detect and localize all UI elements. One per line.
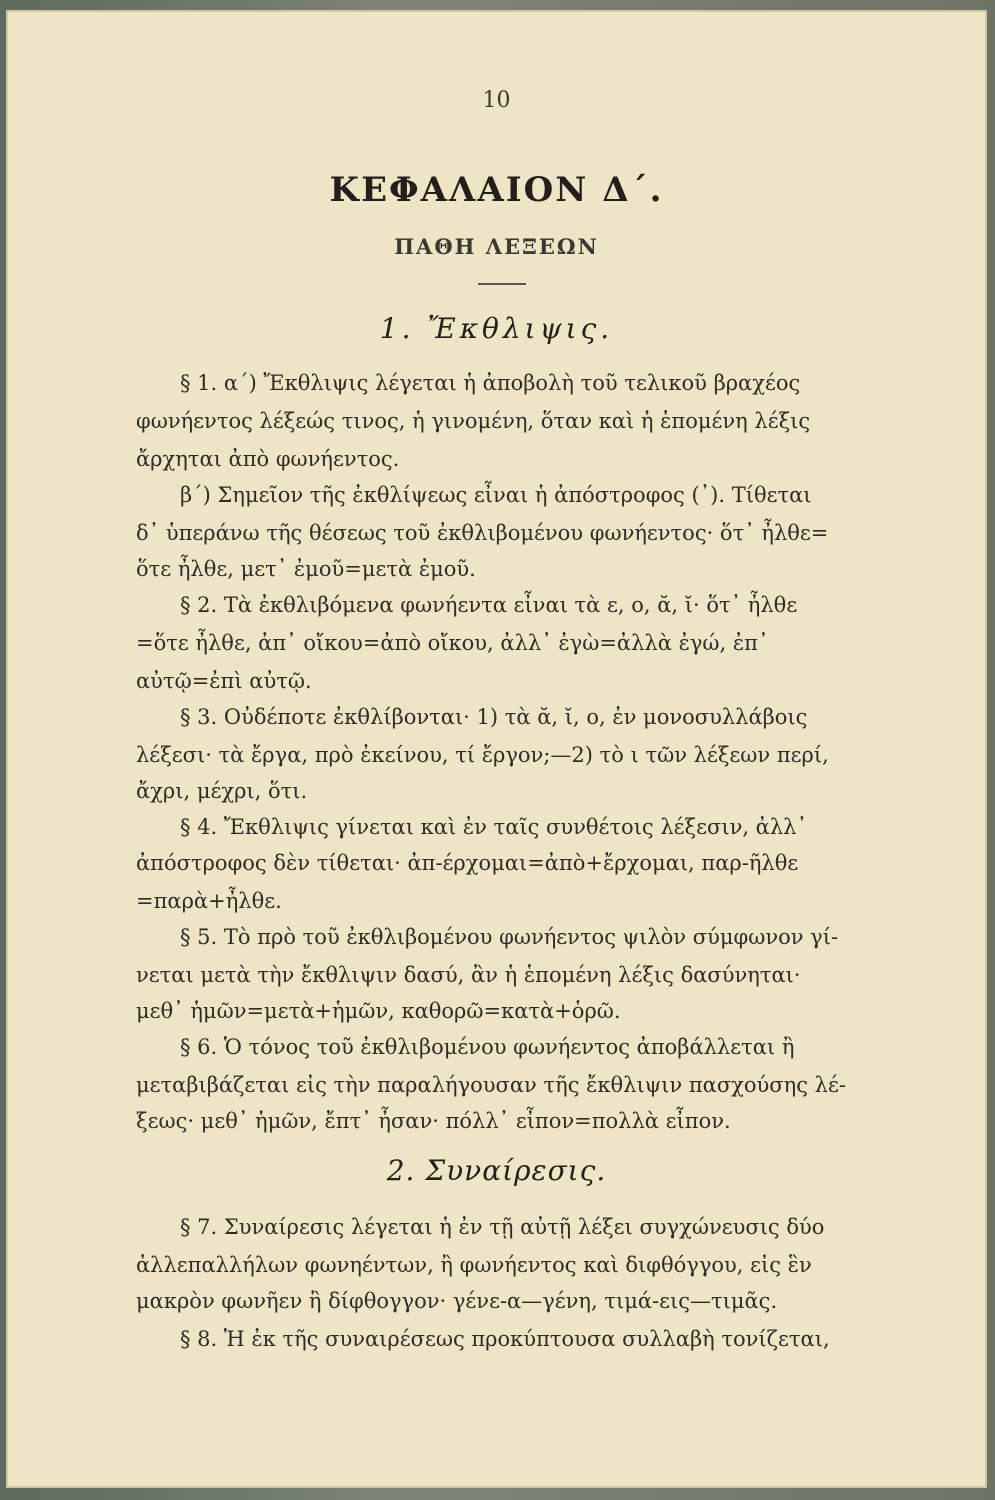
section-heading-synairesis: 2. Συναίρεσις.	[386, 1154, 607, 1187]
paragraph-line: § 1. α΄) Ἔκθλιψις λέγεται ἡ ἀποβολὴ τοῦ τελικοῦ βραχέος	[180, 371, 801, 395]
paragraph-line: δ᾽ ὑπεράνω τῆς θέσεως τοῦ ἐκθλιβομένου φωνήεντος· ὅτ᾽ ἦλθε=	[136, 521, 829, 545]
paragraph-line: § 2. Τὰ ἐκθλιβόμενα φωνήεντα εἶναι τὰ ε, ο, ᾰ, ῐ· ὅτ᾽ ἦλθε	[180, 593, 798, 617]
paragraph-line: αὐτῷ=ἐπὶ αὐτῷ.	[136, 669, 312, 693]
paragraph-line: ἄρχηται ἀπὸ φωνήεντος.	[136, 447, 400, 471]
paragraph-line: νεται μετὰ τὴν ἔκθλιψιν δασύ, ἂν ἡ ἑπομένη λέξις δασύνηται·	[136, 963, 801, 987]
paragraph-line: § 6. Ὁ τόνος τοῦ ἐκθλιβομένου φωνήεντος ἀποβάλλεται ἢ	[180, 1035, 795, 1059]
paragraph-line: § 7. Συναίρεσις λέγεται ἡ ἐν τῇ αὐτῇ λέξει συγχώνευσις δύο	[180, 1215, 825, 1239]
paragraph-line: ἀλλεπαλλήλων φωνηέντων, ἢ φωνήεντος καὶ διφθόγγου, εἰς ἓν	[136, 1253, 812, 1277]
paragraph-line: λέξεσι· τὰ ἔργα, πρὸ ἐκείνου, τί ἔργον;—2) τὸ ι τῶν λέξεων περί,	[136, 743, 829, 767]
chapter-subtitle: ΠΑΘΗ ΛΕΞΕΩΝ	[394, 234, 599, 259]
paragraph-line: § 8. Ἡ ἐκ τῆς συναιρέσεως προκύπτουσα συλλαβὴ τονίζεται,	[180, 1327, 830, 1351]
paragraph-line: μεθ᾽ ἡμῶν=μετὰ+ἡμῶν, καθορῶ=κατὰ+ὁρῶ.	[136, 999, 621, 1023]
section-heading-ekthlipsis: 1. Ἔκθλιψις.	[379, 312, 614, 345]
paragraph-line: ξεως· μεθ᾽ ἡμῶν, ἔπτ᾽ ἦσαν· πόλλ᾽ εἶπον=πολλὰ εἶπον.	[136, 1109, 731, 1133]
paragraph-line: ἀπόστροφος δὲν τίθεται· ἀπ-έρχομαι=ἀπὸ+ἔρχομαι, παρ-ῆλθε	[136, 851, 799, 875]
paragraph-line: § 4. Ἔκθλιψις γίνεται καὶ ἐν ταῖς συνθέτοις λέξεσιν, ἀλλ᾽	[180, 815, 807, 839]
paragraph-line: β΄) Σημεῖον τῆς ἐκθλίψεως εἶναι ἡ ἀπόστροφος (᾽). Τίθεται	[180, 483, 812, 507]
paragraph-line: μακρὸν φωνῆεν ἢ δίφθογγον· γένε-α—γένη, τιμά-εις—τιμᾶς.	[136, 1289, 778, 1313]
paragraph-line: § 5. Τὸ πρὸ τοῦ ἐκθλιβομένου φωνήεντος ψιλὸν σύμφωνον γί-	[180, 925, 839, 949]
paragraph-line: =ὅτε ἦλθε, ἀπ᾽ οἴκου=ἀπὸ οἴκου, ἀλλ᾽ ἐγὼ=ἀλλὰ ἐγώ, ἐπ᾽	[136, 631, 769, 655]
page-number: 10	[482, 88, 511, 113]
chapter-title: ΚΕΦΑΛΑΙΟΝ Δ΄.	[329, 170, 664, 210]
paragraph-line: § 3. Οὐδέποτε ἐκθλίβονται· 1) τὰ ᾰ, ῐ, ο, ἐν μονοσυλλάβοις	[180, 705, 808, 729]
paragraph-line: ἄχρι, μέχρι, ὅτι.	[136, 779, 308, 803]
paragraph-line: φωνήεντος λέξεώς τινος, ἡ γινομένη, ὅταν καὶ ἡ ἑπομένη λέξις	[136, 409, 811, 433]
paragraph-line: ὅτε ἦλθε, μετ᾽ ἐμοῦ=μετὰ ἐμοῦ.	[136, 557, 476, 581]
divider-rule	[478, 283, 526, 285]
paragraph-line: =παρὰ+ἦλθε.	[136, 889, 282, 913]
paragraph-line: μεταβιβάζεται εἰς τὴν παραλήγουσαν τῆς ἔκθλιψιν πασχούσης λέ-	[136, 1073, 846, 1097]
book-page	[6, 10, 987, 1488]
